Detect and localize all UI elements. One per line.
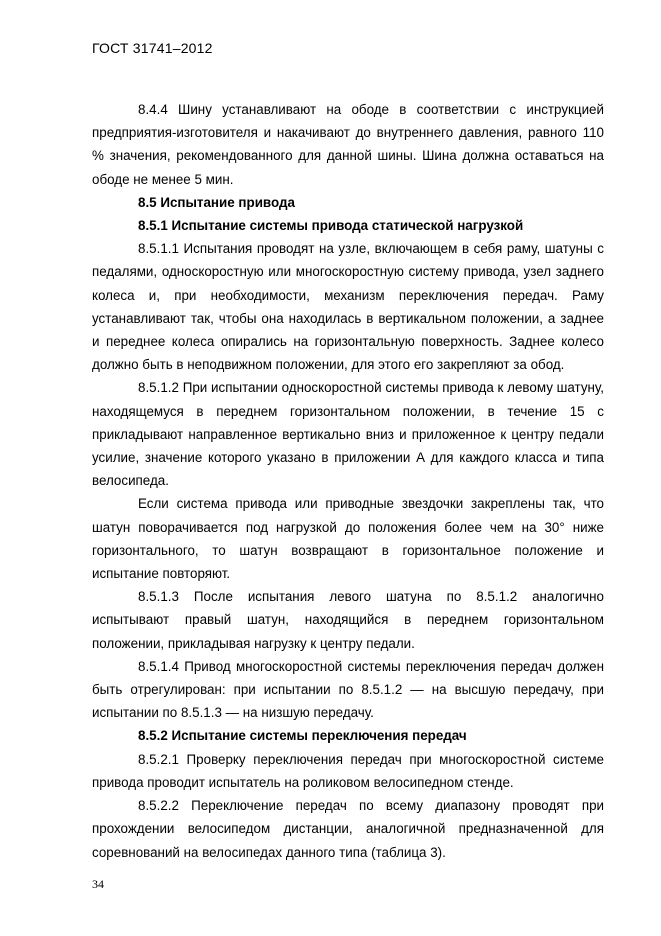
paragraph-8-5-2-1: 8.5.2.1 Проверку переключения передач при многоскоростной системе привода проводит испытатель на роликовом велосипедном стенде. [92, 751, 604, 790]
paragraph-8-5-1-1: 8.5.1.1 Испытания проводят на узле, включающем в себя раму, шатуны с педалями, односкоростную или многоскоростную систему привода, узел заднего колеса и, при необходимости, механизм переключения передач. Раму устанавливают так, чтобы она находилась в вертикальном положении, а заднее и переднее колеса опирались на горизонтальную поверхность. Заднее колесо должно быть в неподвижном положении, для этого его закрепляют за обод. [92, 241, 604, 373]
paragraph-8-5-1-2-note: Если система привода или приводные звездочки закреплены так, что шатун поворачивается под нагрузкой до положения более чем на 30° ниже горизонтального, то шатун возвращают в горизонтальное положение и испытание повторяют. [92, 496, 604, 582]
paragraph-8-5-2-2: 8.5.2.2 Переключение передач по всему диапазону проводят при прохождении велосипедом дистанции, аналогичной предназначенной для соревнований на велосипедах данного типа (таблица 3). [92, 798, 604, 860]
paragraph-8-5-1-2: 8.5.1.2 При испытании односкоростной системы привода к левому шатуну, находящемуся в переднем горизонтальном положении, в течение 15 с прикладывают направленное вертикально вниз и приложенное к центру педали усилие, значение которого указано в приложении А для каждого класса и типа велосипеда. [92, 380, 604, 489]
paragraph-8-4-4: 8.4.4 Шину устанавливают на ободе в соответствии с инструкцией предприятия-изготовителя и накачивают до внутреннего давления, равного 110 % значения, рекомендованного для данной шины. Шина должна оставаться на ободе не менее 5 мин. [92, 102, 604, 187]
paragraph-8-5-1-3: 8.5.1.3 После испытания левого шатуна по 8.5.1.2 аналогично испытывают правый шатун, находящийся в переднем горизонтальном положении, прикладывая нагрузку к центру педали. [92, 589, 604, 651]
paragraph-8-5-1-4: 8.5.1.4 Привод многоскоростной системы переключения передач должен быть отрегулирован: при испытании по 8.5.1.2 — на высшую передачу, при испытании по 8.5.1.3 — на низшую передачу. [92, 658, 604, 721]
heading-8-5-1: 8.5.1 Испытание системы привода статической нагрузкой [138, 218, 524, 234]
page-number: 34 [92, 877, 104, 891]
document-header: ГОСТ 31741–2012 [92, 40, 213, 56]
heading-8-5: 8.5 Испытание привода [138, 194, 295, 210]
document-body [92, 98, 604, 864]
heading-8-5-2: 8.5.2 Испытание системы переключения передач [138, 728, 467, 744]
